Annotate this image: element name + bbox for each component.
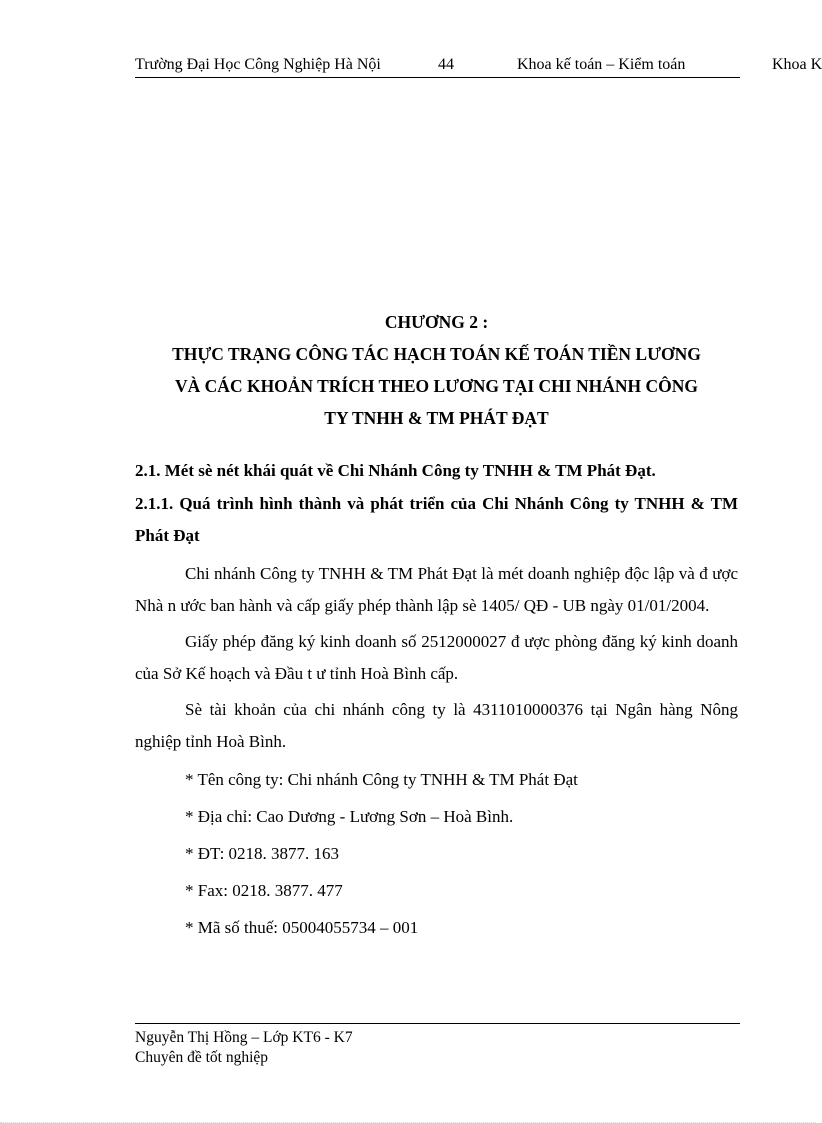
company-fax-item: * Fax: 0218. 3877. 477 [185, 881, 343, 900]
paragraph-business-license: Giấy phép đăng ký kinh doanh số 2512000027 đ ược phòng đăng ký kinh doanh của Sở Kế hoạch và Đầu t ư tỉnh Hoà Bình cấp. [135, 632, 738, 683]
page-header [0, 56, 822, 78]
header-school-name: Trường Đại Học Công Nghiệp Hà Nội [135, 56, 381, 73]
header-page-number: 44 [438, 56, 454, 73]
chapter-heading [135, 306, 738, 434]
header-department: Khoa kế toán – Kiểm toán [517, 56, 686, 73]
company-name-item: * Tên công ty: Chi nhánh Công ty TNHH & TM Phát Đạt [185, 770, 578, 789]
body-content [135, 455, 738, 949]
company-address-item: * Địa chỉ: Cao Dương - Lương Sơn – Hoà Bình. [185, 807, 514, 826]
footer-author: Nguyễn Thị Hồng – Lớp KT6 - K7 [135, 1029, 353, 1046]
paragraph-bank-account: Sè tài khoản của chi nhánh công ty là 4311010000376 tại Ngân hàng Nông nghiệp tỉnh Hoà Bình. [135, 700, 738, 751]
section-heading-2-1: 2.1. Mét sè nét khái quát về Chi Nhánh Công ty TNHH & TM Phát Đạt. [135, 461, 656, 480]
footer-document-type: Chuyên đề tốt nghiệp [135, 1049, 269, 1066]
section-heading-2-1-1: 2.1.1. Quá trình hình thành và phát triển của Chi Nhánh Công ty TNHH & TM Phát Đạt [135, 494, 738, 545]
chapter-title-line-3: TY TNHH & TM PHÁT ĐẠT [324, 408, 549, 428]
page-footer [135, 1028, 353, 1068]
header-rule [135, 77, 740, 78]
company-phone-item: * ĐT: 0218. 3877. 163 [185, 844, 340, 863]
paragraph-establishment: Chi nhánh Công ty TNHH & TM Phát Đạt là mét doanh nghiệp độc lập và đ ược Nhà n ước ban hành và cấp giấy phép thành lập sè 1405/ QĐ - UB ngày 01/01/2004. [135, 564, 738, 615]
header-department-overflow: Khoa K [772, 56, 822, 73]
footer-rule [135, 1023, 740, 1024]
chapter-number: CHƯƠNG 2 : [384, 312, 489, 332]
chapter-title-line-1: THỰC TRẠNG CÔNG TÁC HẠCH TOÁN KẾ TOÁN TIỀN LƯƠNG [172, 344, 701, 364]
company-tax-code-item: * Mã số thuế: 05004055734 – 001 [185, 918, 419, 937]
chapter-title-line-2: VÀ CÁC KHOẢN TRÍCH THEO LƯƠNG TẠI CHI NHÁNH CÔNG [175, 376, 698, 396]
